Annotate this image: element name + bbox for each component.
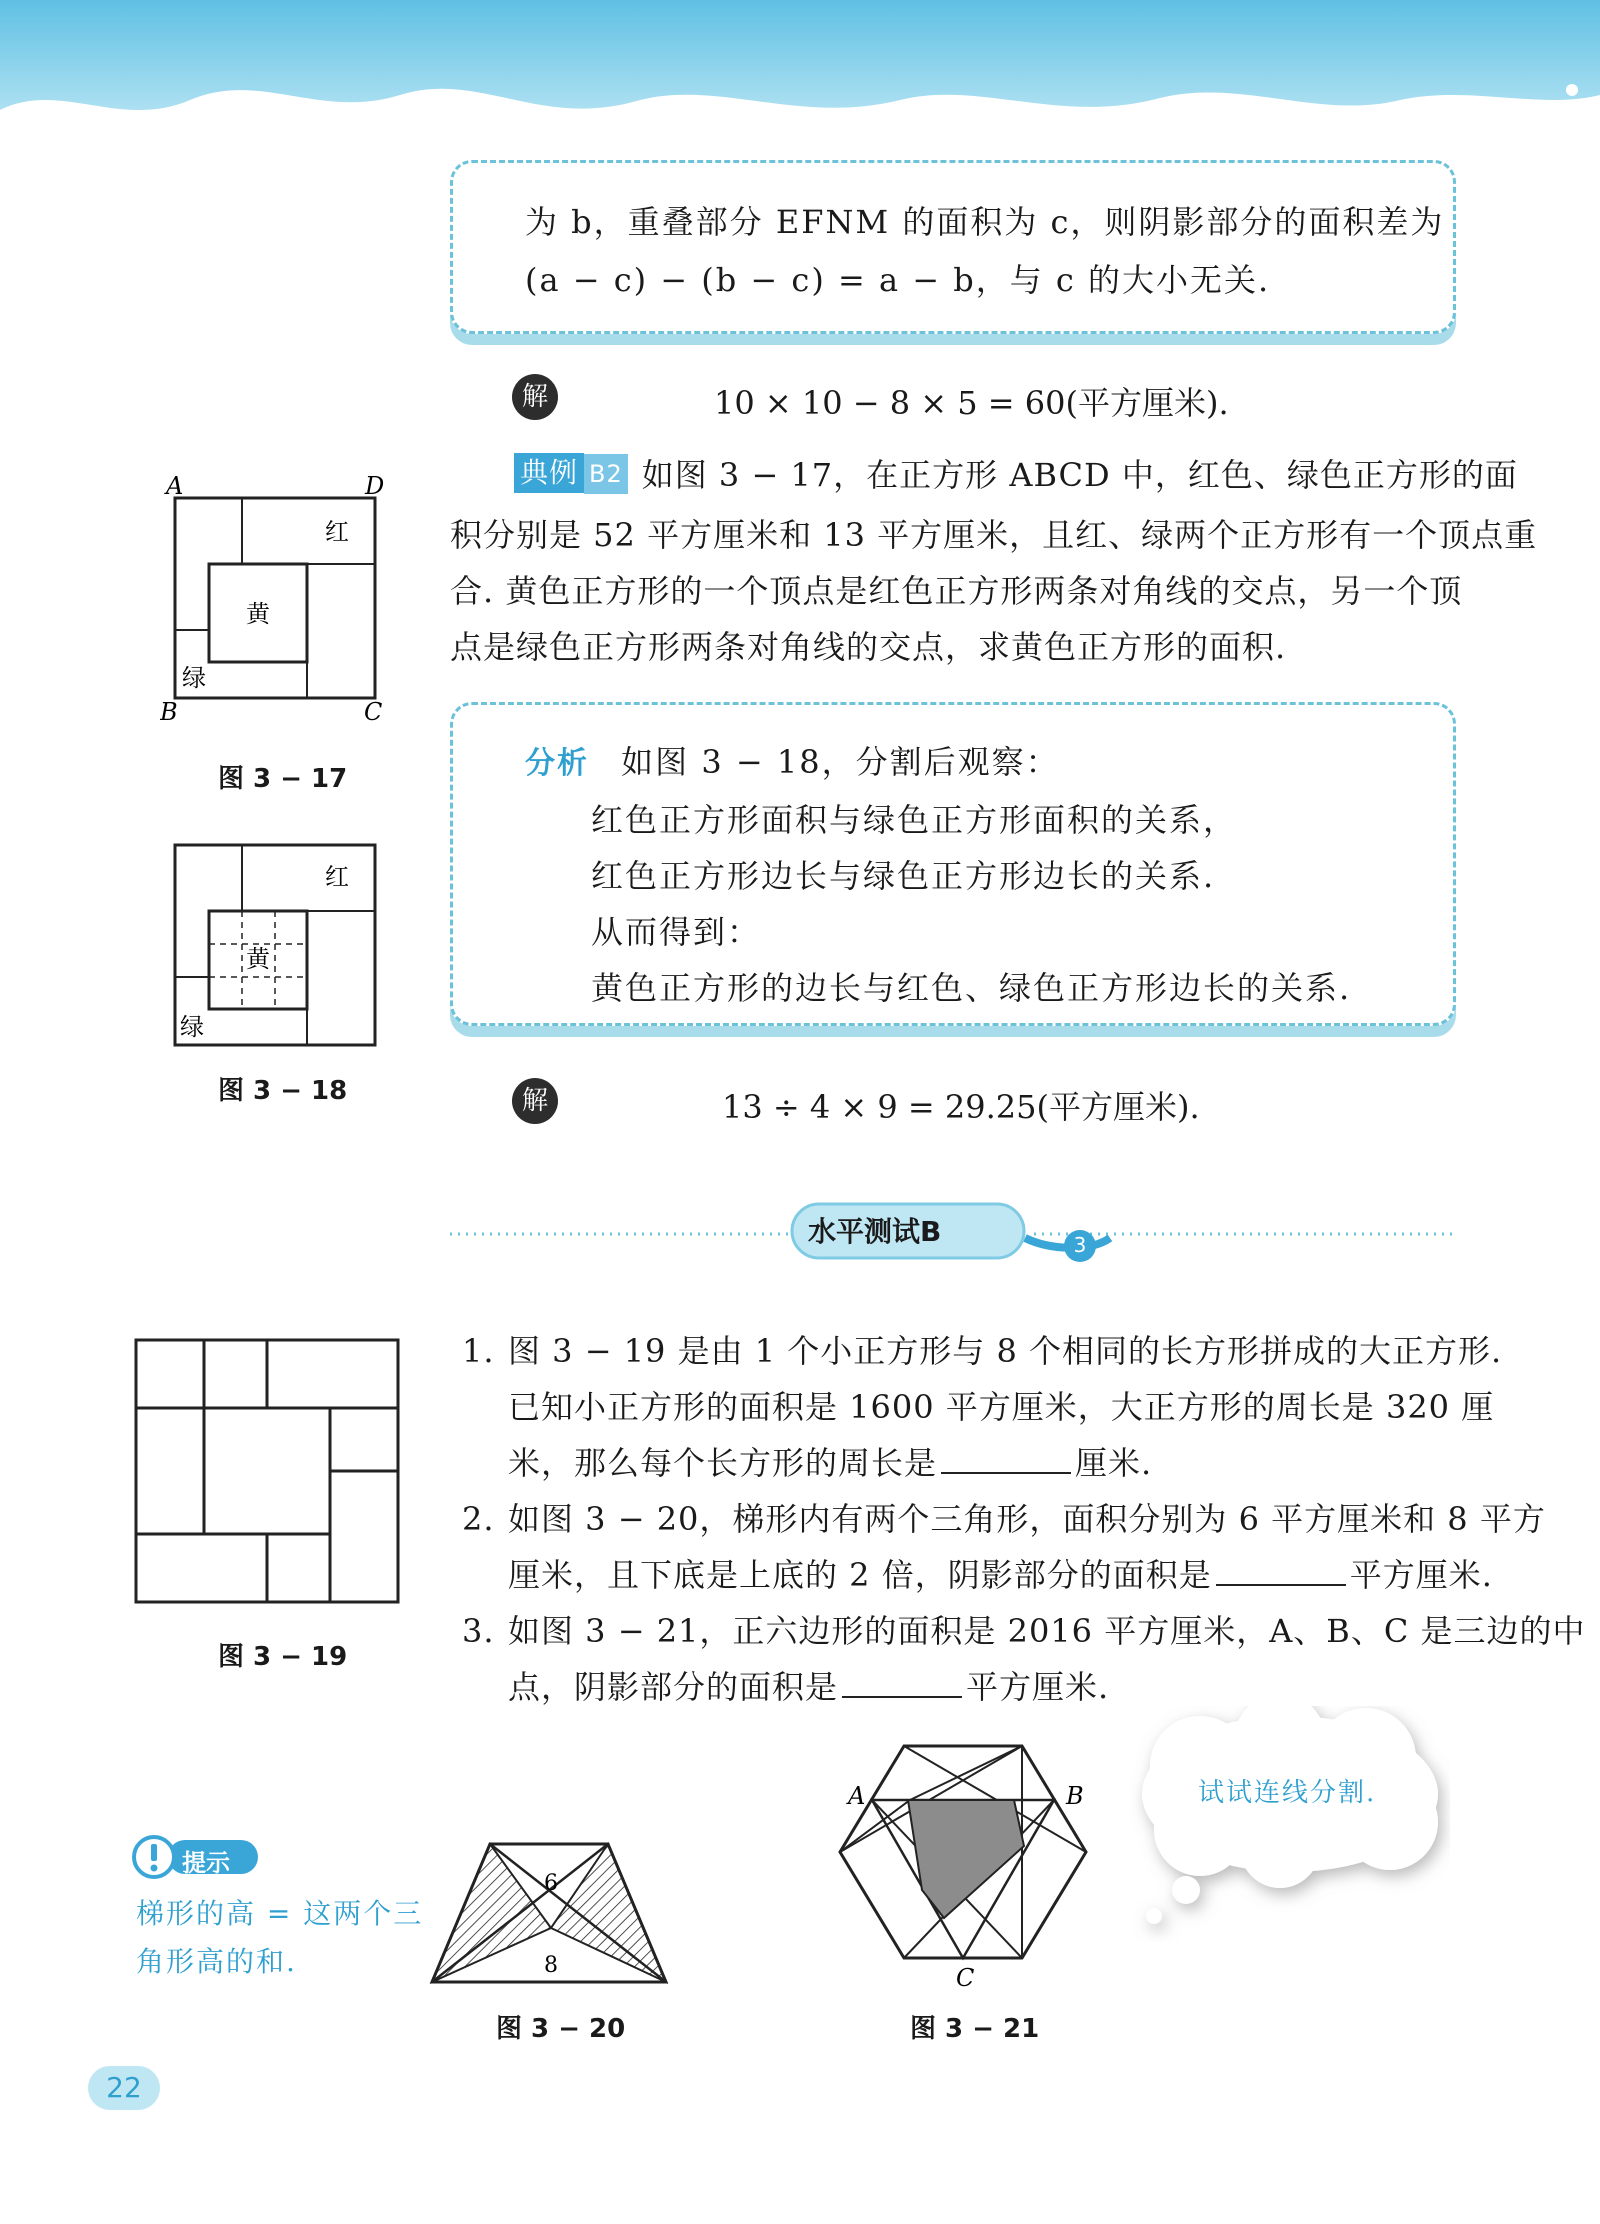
section-divider	[450, 1190, 1452, 1280]
caption-3-21: 图 3 − 21	[910, 2014, 1040, 2044]
solution-2-equation: 13 ÷ 4 × 9 = 29.25(平方厘米).	[722, 1088, 1200, 1126]
label-B: B	[160, 698, 178, 726]
caption-3-19: 图 3 − 19	[218, 1642, 348, 1672]
q3-text-2a: 点，阴影部分的面积是	[508, 1668, 839, 1706]
note-box-line-1: 为 b，重叠部分 EFNM 的面积为 c，则阴影部分的面积差为	[525, 203, 1445, 241]
caption-3-20: 图 3 − 20	[496, 2014, 626, 2044]
note-box-line-2: (a − c) − (b − c) = a − b，与 c 的大小无关.	[525, 261, 1271, 299]
label-C: C	[364, 698, 383, 726]
label-A: A	[166, 472, 184, 500]
q1-answer-blank[interactable]	[941, 1472, 1071, 1474]
section-badge: 3	[1073, 1233, 1087, 1257]
q3-text-2b: 平方厘米.	[966, 1668, 1110, 1706]
q2-text-2b: 平方厘米.	[1349, 1556, 1493, 1594]
example-text-1: 如图 3 − 17，在正方形 ABCD 中，红色、绿色正方形的面	[641, 456, 1518, 494]
analysis-line-5: 黄色正方形的边长与红色、绿色正方形边长的关系.	[591, 969, 1352, 1007]
label-green: 绿	[180, 1013, 204, 1041]
label-red: 红	[325, 518, 349, 546]
figure-3-21	[826, 1740, 1106, 2000]
example-line-4: 点是绿色正方形两条对角线的交点，求黄色正方形的面积.	[450, 628, 1287, 666]
q1-text-3a: 米，那么每个长方形的周长是	[508, 1444, 938, 1482]
section-title: 水平测试B	[808, 1215, 942, 1248]
analysis-line-1	[525, 733, 1060, 793]
label-B: B	[1066, 1782, 1084, 1810]
example-line-3: 合. 黄色正方形的一个顶点是红色正方形两条对角线的交点，另一个顶	[450, 572, 1463, 610]
figure-3-17	[160, 472, 400, 732]
q1-line-1: 图 3 − 19 是由 1 个小正方形与 8 个相同的长方形拼成的大正方形.	[508, 1332, 1503, 1370]
q2-text-2a: 厘米，且下底是上底的 2 倍，阴影部分的面积是	[508, 1556, 1212, 1594]
example-line-1	[514, 446, 1518, 504]
caption-3-17: 图 3 − 17	[218, 764, 348, 794]
exclamation-icon	[151, 1844, 157, 1861]
hint-title: 提示	[182, 1849, 230, 1877]
q1-line-3	[508, 1434, 1152, 1492]
q2-number: 2.	[462, 1500, 495, 1538]
label-green: 绿	[182, 664, 206, 692]
figure-3-18	[160, 835, 400, 1055]
label-C: C	[956, 1964, 975, 1992]
q1-text-3b: 厘米.	[1075, 1444, 1153, 1482]
q1-line-2: 已知小正方形的面积是 1600 平方厘米，大正方形的周长是 320 厘	[508, 1388, 1495, 1426]
q2-answer-blank[interactable]	[1216, 1584, 1346, 1586]
figure-3-20	[420, 1830, 680, 2000]
analysis-text-1: 如图 3 − 18，分割后观察：	[621, 743, 1060, 781]
analysis-line-3: 红色正方形边长与绿色正方形边长的关系.	[591, 857, 1216, 895]
analysis-title: 分析	[525, 746, 589, 781]
label-eight: 8	[544, 1953, 558, 1978]
thought-cloud	[1130, 1706, 1450, 1942]
analysis-box	[450, 702, 1456, 1026]
example-line-2: 积分别是 52 平方厘米和 13 平方厘米，且红、绿两个正方形有一个顶点重	[450, 516, 1538, 554]
example-tag: 典例	[514, 453, 584, 493]
label-yellow: 黄	[246, 945, 270, 973]
q2-line-1: 如图 3 − 20，梯形内有两个三角形，面积分别为 6 平方厘米和 8 平方	[508, 1500, 1546, 1538]
page-number: 22	[88, 2066, 160, 2110]
hint-line-2: 角形高的和.	[136, 1945, 297, 1978]
top-sky-banner	[0, 0, 1600, 150]
analysis-line-4: 从而得到：	[591, 913, 762, 951]
note-box-top	[450, 160, 1456, 334]
figure-3-19	[132, 1336, 404, 1608]
q3-number: 3.	[462, 1612, 495, 1650]
solution-1-equation: 10 × 10 − 8 × 5 = 60(平方厘米).	[714, 384, 1229, 422]
hint-line-1: 梯形的高 = 这两个三	[136, 1897, 424, 1930]
solution-badge-2: 解	[512, 1078, 558, 1124]
caption-3-18: 图 3 − 18	[218, 1076, 348, 1106]
q3-answer-blank[interactable]	[842, 1696, 962, 1698]
solution-badge-1: 解	[512, 374, 558, 420]
analysis-line-2: 红色正方形面积与绿色正方形面积的关系，	[591, 801, 1238, 839]
example-code: B2	[584, 454, 628, 494]
label-D: D	[365, 472, 385, 500]
label-A: A	[848, 1782, 866, 1810]
cloud-text: 试试连线分割.	[1198, 1778, 1377, 1808]
q3-line-1: 如图 3 − 21，正六边形的面积是 2016 平方厘米，A、B、C 是三边的中	[508, 1612, 1586, 1650]
label-red: 红	[325, 863, 349, 891]
label-yellow: 黄	[246, 600, 270, 628]
q1-number: 1.	[462, 1332, 495, 1370]
q2-line-2	[508, 1546, 1493, 1604]
label-six: 6	[544, 1871, 558, 1896]
q3-line-2	[508, 1658, 1109, 1716]
